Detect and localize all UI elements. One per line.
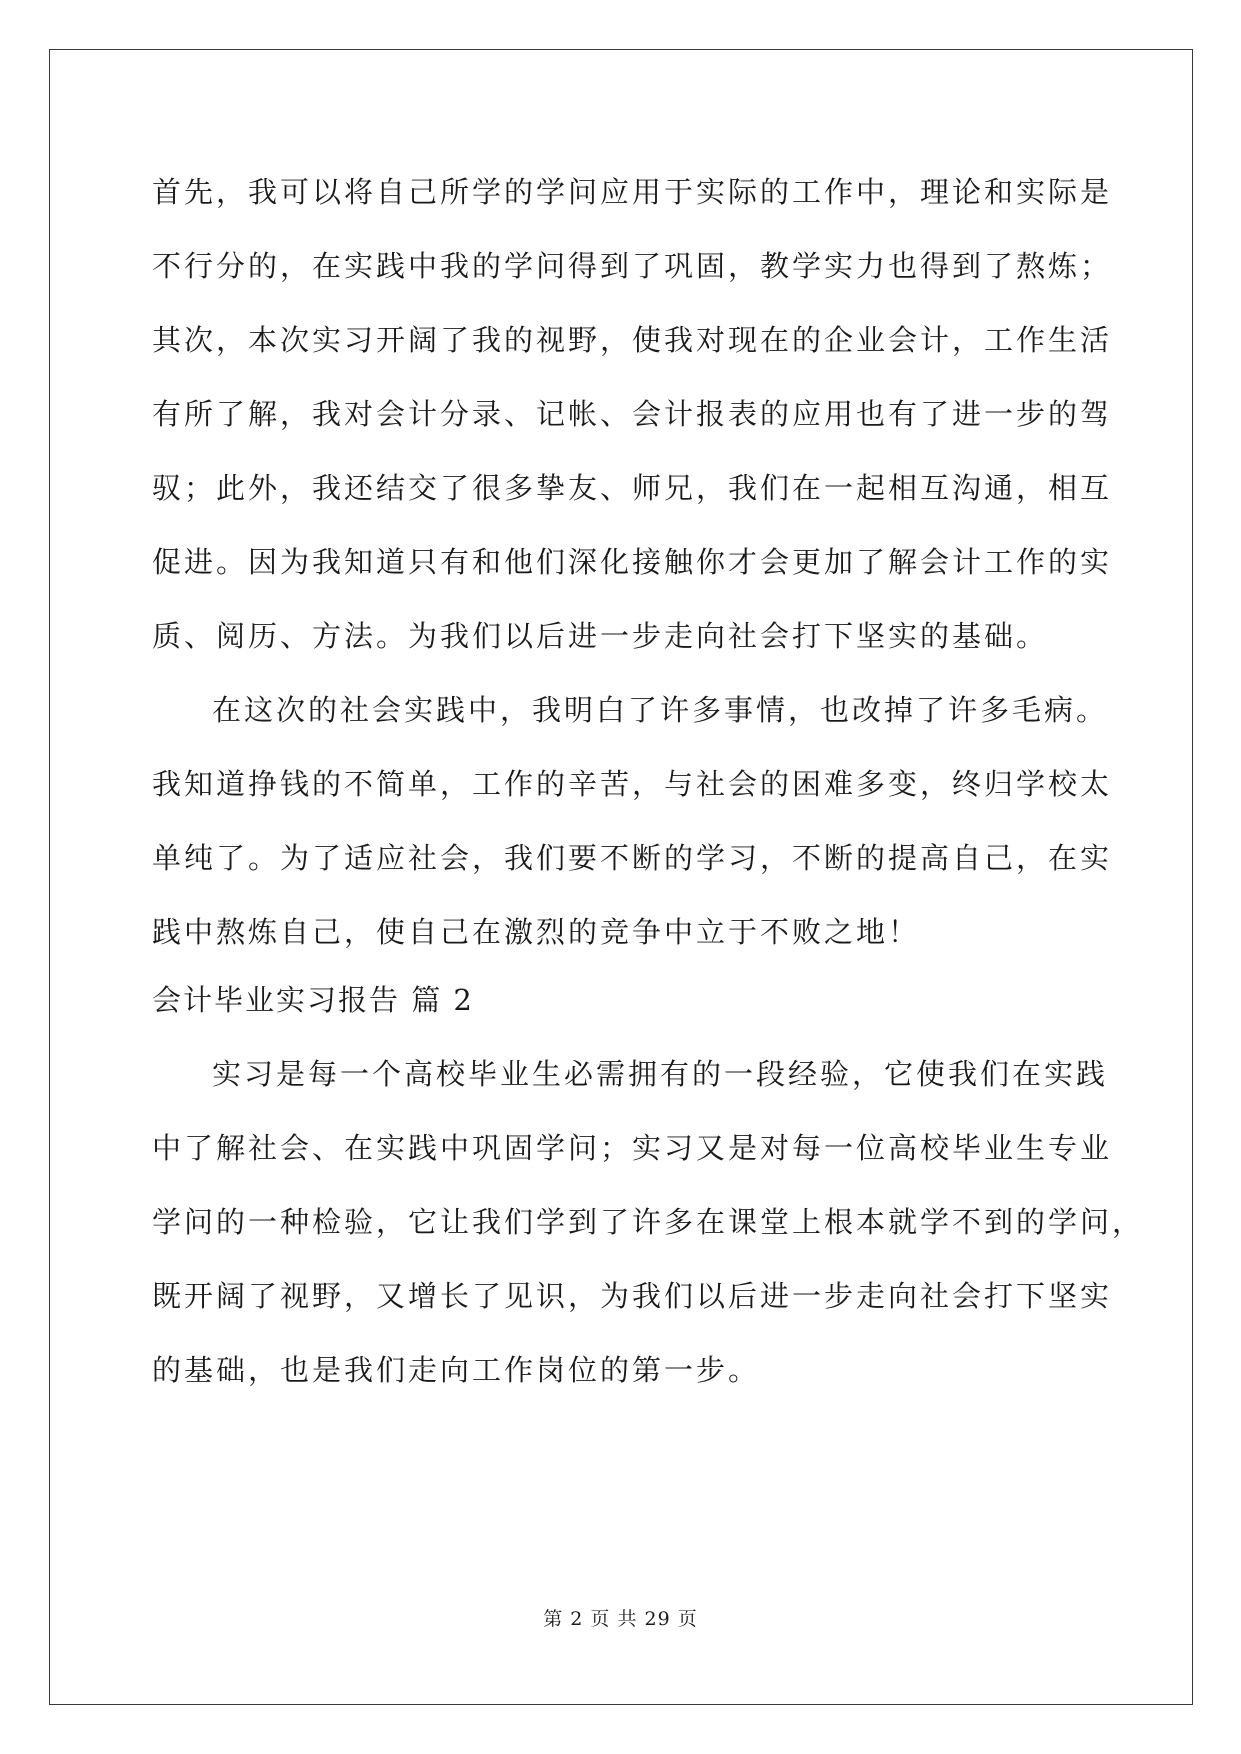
paragraph-line: 促进。因为我知道只有和他们深化接触你才会更加了解会计工作的实: [152, 545, 1113, 579]
paragraph-line: 既开阔了视野，又增长了见识，为我们以后进一步走向社会打下坚实: [152, 1279, 1113, 1313]
paragraph-line: 不行分的，在实践中我的学问得到了巩固，教学实力也得到了熬炼；: [152, 249, 1113, 283]
paragraph-line: 我知道挣钱的不简单，工作的辛苦，与社会的困难多变，终归学校太: [152, 767, 1113, 801]
paragraph-line: 有所了解，我对会计分录、记帐、会计报表的应用也有了进一步的驾: [152, 397, 1113, 431]
paragraph-line: 质、阅历、方法。为我们以后进一步走向社会打下坚实的基础。: [152, 619, 1049, 653]
paragraph-line: 中了解社会、在实践中巩固学问；实习又是对每一位高校毕业生专业: [152, 1131, 1113, 1165]
page-number-footer: 第 2 页 共 29 页: [543, 1608, 698, 1630]
section-heading: 会计毕业实习报告 篇 2: [152, 983, 474, 1017]
paragraph-line: 学问的一种检验，它让我们学到了许多在课堂上根本就学不到的学问，: [152, 1205, 1145, 1239]
paragraph-line: 首先，我可以将自己所学的学问应用于实际的工作中，理论和实际是: [152, 175, 1113, 209]
paragraph-line: 践中熬炼自己，使自己在激烈的竞争中立于不败之地！: [152, 915, 921, 949]
paragraph-line: 其次，本次实习开阔了我的视野，使我对现在的企业会计，工作生活: [152, 323, 1113, 357]
paragraph-line: 在这次的社会实践中，我明白了许多事情，也改掉了许多毛病。: [212, 693, 1109, 727]
paragraph-line: 的基础，也是我们走向工作岗位的第一步。: [152, 1353, 761, 1387]
paragraph-line: 驭；此外，我还结交了很多挚友、师兄，我们在一起相互沟通，相互: [152, 471, 1113, 505]
paragraph-line: 单纯了。为了适应社会，我们要不断的学习，不断的提高自己，在实: [152, 841, 1113, 875]
paragraph-line: 实习是每一个高校毕业生必需拥有的一段经验，它使我们在实践: [212, 1057, 1109, 1091]
